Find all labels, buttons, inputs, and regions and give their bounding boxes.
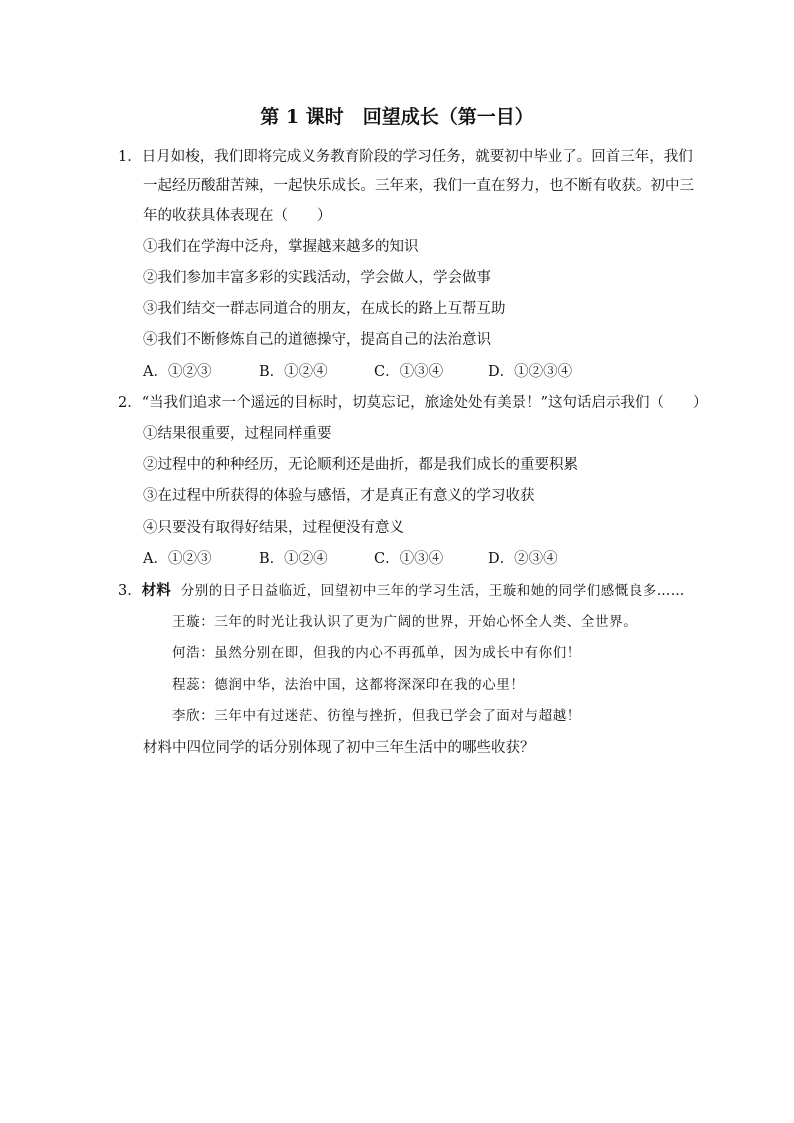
q1-item-4: ④我们不断修炼自己的道德操守，提高自己的法治意识	[143, 332, 491, 348]
q2-item-1: ①结果很重要，过程同样重要	[143, 426, 332, 442]
q2-option-a[interactable]: A．①②③	[143, 551, 212, 567]
q3-material-label: 材料	[141, 582, 171, 599]
q3-material-line	[118, 580, 685, 602]
q3-quote-li-xin: 李欣：三年中有过迷茫、彷徨与挫折，但我已学会了面对与超越！	[172, 708, 581, 724]
q1-stem-line-1: 1．日月如梭，我们即将完成义务教育阶段的学习任务，就要初中毕业了。回首三年，我们	[118, 149, 693, 165]
q1-stem-line-2: 一起经历酸甜苦辣，一起快乐成长。三年来，我们一直在努力，也不断有收获。初中三	[143, 178, 694, 194]
q3-material-intro: 分别的日子日益临近，回望初中三年的学习生活，王璇和她的同学们感慨良多……	[180, 583, 685, 599]
q2-option-d[interactable]: D．②③④	[488, 551, 558, 567]
q1-item-2: ②我们参加丰富多彩的实践活动，学会做人，学会做事	[143, 270, 491, 286]
q2-item-2: ②过程中的种种经历，无论顺利还是曲折，都是我们成长的重要积累	[143, 457, 578, 473]
page-title: 第 1 课时 回望成长（第一目）	[260, 106, 534, 128]
q1-option-b[interactable]: B．①②④	[259, 364, 328, 380]
q2-option-b[interactable]: B．①②④	[259, 551, 328, 567]
q3-quote-he-hao: 何浩：虽然分别在即，但我的内心不再孤单，因为成长中有你们！	[172, 645, 581, 661]
q2-item-3: ③在过程中所获得的体验与感悟，才是真正有意义的学习收获	[143, 488, 535, 504]
q1-option-c[interactable]: C．①③④	[374, 364, 444, 380]
q2-option-c[interactable]: C．①③④	[374, 551, 444, 567]
q1-item-1: ①我们在学海中泛舟，掌握越来越多的知识	[143, 239, 419, 255]
q1-option-a[interactable]: A．①②③	[143, 364, 212, 380]
q3-quote-wang-xuan: 王璇：三年的时光让我认识了更为广阔的世界，开始心怀全人类、全世界。	[172, 614, 638, 630]
q3-quote-cheng-rui: 程蕊：德润中华，法治中国，这都将深深印在我的心里！	[172, 677, 525, 693]
q1-option-d[interactable]: D．①②③④	[488, 364, 573, 380]
q3-number: 3．	[118, 583, 142, 599]
q2-item-4: ④只要没有取得好结果，过程便没有意义	[143, 520, 404, 536]
q1-stem-line-3: 年的收获具体表现在（ ）	[143, 208, 332, 224]
q2-stem: 2．“当我们追求一个遥远的目标时，切莫忘记，旅途处处有美景！”这句话启示我们（ ）	[118, 395, 708, 411]
q1-item-3: ③我们结交一群志同道合的朋友，在成长的路上互帮互助	[143, 301, 506, 317]
q3-question: 材料中四位同学的话分别体现了初中三年生活中的哪些收获？	[143, 740, 535, 756]
